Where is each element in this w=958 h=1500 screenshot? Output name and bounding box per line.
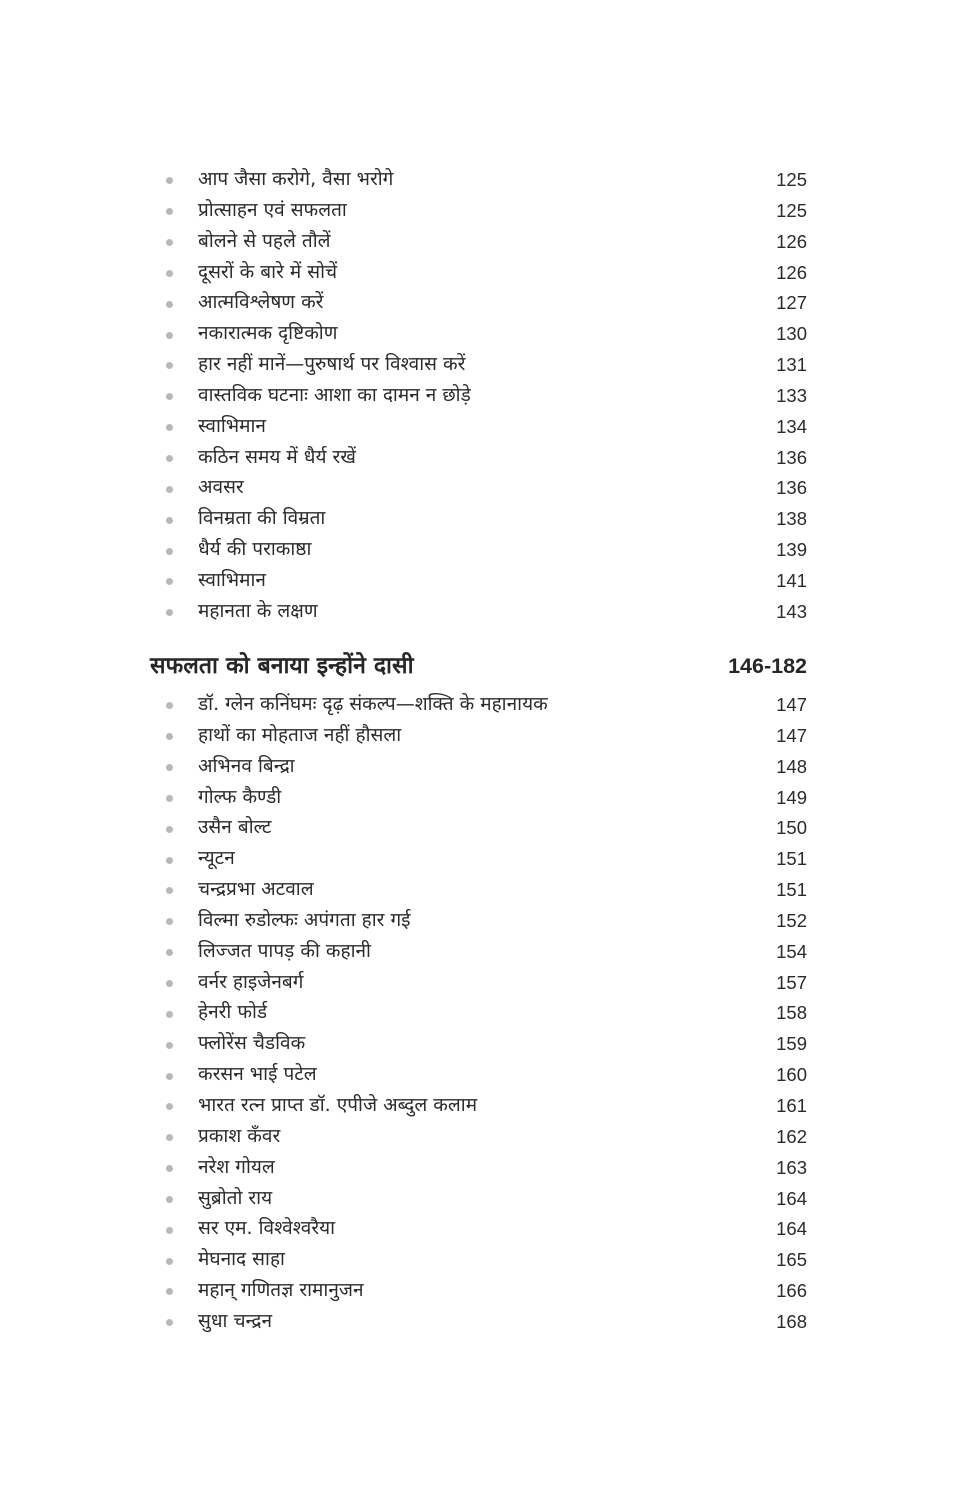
bullet-icon [166, 1319, 173, 1326]
bullet-icon [166, 301, 173, 308]
bullet-icon [166, 764, 173, 771]
toc-entry[interactable] [150, 503, 810, 534]
entry-title: महान् गणितज्ञ रामानुजन [198, 1279, 364, 1302]
toc-list-section-a [150, 164, 810, 627]
entry-title: सुधा चन्द्रन [198, 1309, 273, 1332]
entry-page: 138 [776, 508, 807, 530]
toc-entry[interactable] [150, 720, 810, 751]
entry-page: 149 [776, 786, 807, 808]
entry-title: धैर्य की पराकाष्ठा [198, 538, 312, 561]
entry-page: 147 [776, 724, 807, 746]
bullet-icon [166, 1073, 173, 1080]
bullet-icon [166, 517, 173, 524]
toc-entry[interactable] [150, 349, 810, 380]
toc-entry[interactable] [150, 596, 810, 627]
entry-page: 151 [776, 848, 807, 870]
toc-entry[interactable] [150, 812, 810, 843]
entry-title: डॉ. ग्लेन कनिंघमः दृढ़ संकल्प—शक्ति के महानायक [198, 693, 548, 715]
toc-entry[interactable] [150, 226, 810, 257]
toc-entry[interactable] [150, 380, 810, 411]
entry-title: कठिन समय में धैर्य रखें [198, 445, 356, 468]
entry-title: उसैन बोल्ट [198, 816, 272, 839]
entry-title: दूसरों के बारे में सोचें [198, 260, 338, 283]
bullet-icon [166, 578, 173, 585]
entry-page: 164 [776, 1187, 807, 1209]
section-title: सफलता को बनाया इन्होंने दासी [150, 653, 414, 679]
bullet-icon [166, 918, 173, 925]
entry-title: स्वाभिमान [198, 568, 266, 591]
entry-page: 125 [776, 199, 807, 221]
entry-page: 151 [776, 879, 807, 901]
bullet-icon [166, 857, 173, 864]
section-heading[interactable] [150, 647, 810, 685]
entry-page: 152 [776, 909, 807, 931]
entry-page: 143 [776, 600, 807, 622]
entry-page: 157 [776, 971, 807, 993]
toc-entry[interactable] [150, 936, 810, 967]
entry-page: 165 [776, 1249, 807, 1271]
toc-entry[interactable] [150, 318, 810, 349]
entry-title: भारत रत्न प्राप्त डॉ. एपीजे अब्दुल कलाम [198, 1093, 478, 1116]
entry-page: 163 [776, 1156, 807, 1178]
entry-page: 161 [776, 1094, 807, 1116]
entry-page: 139 [776, 539, 807, 561]
entry-title: हेनरी फोर्ड [198, 1001, 268, 1024]
bullet-icon [166, 1196, 173, 1203]
bullet-icon [166, 1042, 173, 1049]
entry-page: 147 [776, 694, 807, 715]
toc-entry[interactable] [150, 905, 810, 936]
entry-title: विनम्रता की विम्रता [198, 507, 326, 530]
toc-entry[interactable] [150, 1152, 810, 1183]
bullet-icon [166, 548, 173, 555]
toc-entry[interactable] [150, 843, 810, 874]
entry-title: वर्नर हाइजेनबर्ग [198, 970, 304, 993]
entry-page: 150 [776, 817, 807, 839]
bullet-icon [166, 826, 173, 833]
entry-title: हाथों का मोहताज नहीं हौसला [198, 723, 402, 746]
bullet-icon [166, 702, 173, 709]
toc-entry[interactable] [150, 257, 810, 288]
entry-title: न्यूटन [198, 847, 235, 870]
bullet-icon [166, 486, 173, 493]
entry-title: गोल्फ कैण्डी [198, 785, 282, 808]
bullet-icon [166, 208, 173, 215]
bullet-icon [166, 1288, 173, 1295]
entry-title: प्रकाश कँवर [198, 1124, 281, 1147]
entry-page: 130 [776, 323, 807, 345]
toc-entry[interactable] [150, 1213, 810, 1244]
entry-title: हार नहीं मानें—पुरुषार्थ पर विश्वास करें [198, 353, 466, 376]
toc-entry[interactable] [150, 411, 810, 442]
bullet-icon [166, 795, 173, 802]
bullet-icon [166, 1011, 173, 1018]
entry-page: 126 [776, 230, 807, 252]
entry-title: विल्मा रुडोल्फः अपंगता हार गई [198, 908, 411, 931]
entry-page: 127 [776, 292, 807, 314]
entry-title: मेघनाद साहा [198, 1248, 285, 1271]
toc-entry[interactable] [150, 1275, 810, 1306]
toc-entry[interactable] [150, 1028, 810, 1059]
entry-page: 154 [776, 940, 807, 962]
entry-title: लिज्जत पापड़ की कहानी [198, 939, 371, 962]
entry-title: करसन भाई पटेल [198, 1063, 317, 1086]
entry-page: 159 [776, 1033, 807, 1055]
entry-title: आप जैसा करोगे, वैसा भरोगे [198, 168, 394, 190]
entry-title: नरेश गोयल [198, 1155, 275, 1178]
entry-page: 164 [776, 1218, 807, 1240]
toc-entry[interactable] [150, 534, 810, 565]
bullet-icon [166, 362, 173, 369]
toc-entry[interactable] [150, 472, 810, 503]
toc-entry[interactable] [150, 1059, 810, 1090]
entry-title: फ्लोरेंस चैडविक [198, 1032, 306, 1055]
entry-page: 136 [776, 477, 807, 499]
entry-title: अवसर [198, 476, 244, 499]
section-page-range: 146-182 [728, 654, 807, 678]
entry-title: प्रोत्साहन एवं सफलता [198, 198, 347, 221]
entry-page: 131 [776, 354, 807, 376]
entry-title: चन्द्रप्रभा अटवाल [198, 878, 314, 901]
entry-page: 141 [776, 569, 807, 591]
entry-title: स्वाभिमान [198, 414, 266, 437]
entry-title: महानता के लक्षण [198, 599, 318, 622]
toc-entry[interactable] [150, 997, 810, 1028]
entry-title: सुब्रोतो राय [198, 1186, 273, 1209]
bullet-icon [166, 980, 173, 987]
entry-title: सर एम. विश्वेश्वरैया [198, 1217, 336, 1240]
entry-title: नकारात्मक दृष्टिकोण [198, 322, 338, 345]
bullet-icon [166, 1103, 173, 1110]
entry-title: आत्मविश्लेषण करें [198, 291, 324, 314]
entry-page: 134 [776, 415, 807, 437]
entry-page: 133 [776, 384, 807, 406]
bullet-icon [166, 1227, 173, 1234]
entry-page: 160 [776, 1064, 807, 1086]
toc-list-section-b [150, 689, 810, 1337]
bullet-icon [166, 949, 173, 956]
bullet-icon [166, 332, 173, 339]
entry-page: 148 [776, 755, 807, 777]
bullet-icon [166, 609, 173, 616]
bullet-icon [166, 1134, 173, 1141]
entry-page: 136 [776, 446, 807, 468]
toc-entry[interactable] [150, 874, 810, 905]
bullet-icon [166, 424, 173, 431]
toc-entry[interactable] [150, 689, 810, 720]
bullet-icon [166, 887, 173, 894]
entry-title: बोलने से पहले तौलें [198, 229, 331, 252]
entry-page: 162 [776, 1125, 807, 1147]
toc-entry[interactable] [150, 751, 810, 782]
bullet-icon [166, 1258, 173, 1265]
toc-entry[interactable] [150, 195, 810, 226]
bullet-icon [166, 270, 173, 277]
toc-entry[interactable] [150, 442, 810, 473]
bullet-icon [166, 393, 173, 400]
toc-entry[interactable] [150, 1244, 810, 1275]
toc-entry[interactable] [150, 565, 810, 596]
entry-page: 166 [776, 1280, 807, 1302]
entry-title: वास्तविक घटनाः आशा का दामन न छोड़े [198, 383, 471, 406]
bullet-icon [166, 239, 173, 246]
toc-entry[interactable] [150, 287, 810, 318]
bullet-icon [166, 1165, 173, 1172]
toc-entry[interactable] [150, 967, 810, 998]
toc-entry[interactable] [150, 1183, 810, 1214]
entry-page: 126 [776, 261, 807, 283]
bullet-icon [166, 455, 173, 462]
bullet-icon [166, 177, 173, 184]
bullet-icon [166, 733, 173, 740]
toc-entry[interactable] [150, 1090, 810, 1121]
toc-entry[interactable] [150, 782, 810, 813]
entry-page: 125 [776, 169, 807, 190]
entry-page: 158 [776, 1002, 807, 1024]
entry-title: अभिनव बिन्द्रा [198, 754, 295, 777]
toc-entry[interactable] [150, 1121, 810, 1152]
toc-entry[interactable] [150, 164, 810, 195]
toc-entry[interactable] [150, 1306, 810, 1337]
entry-page: 168 [776, 1310, 807, 1332]
